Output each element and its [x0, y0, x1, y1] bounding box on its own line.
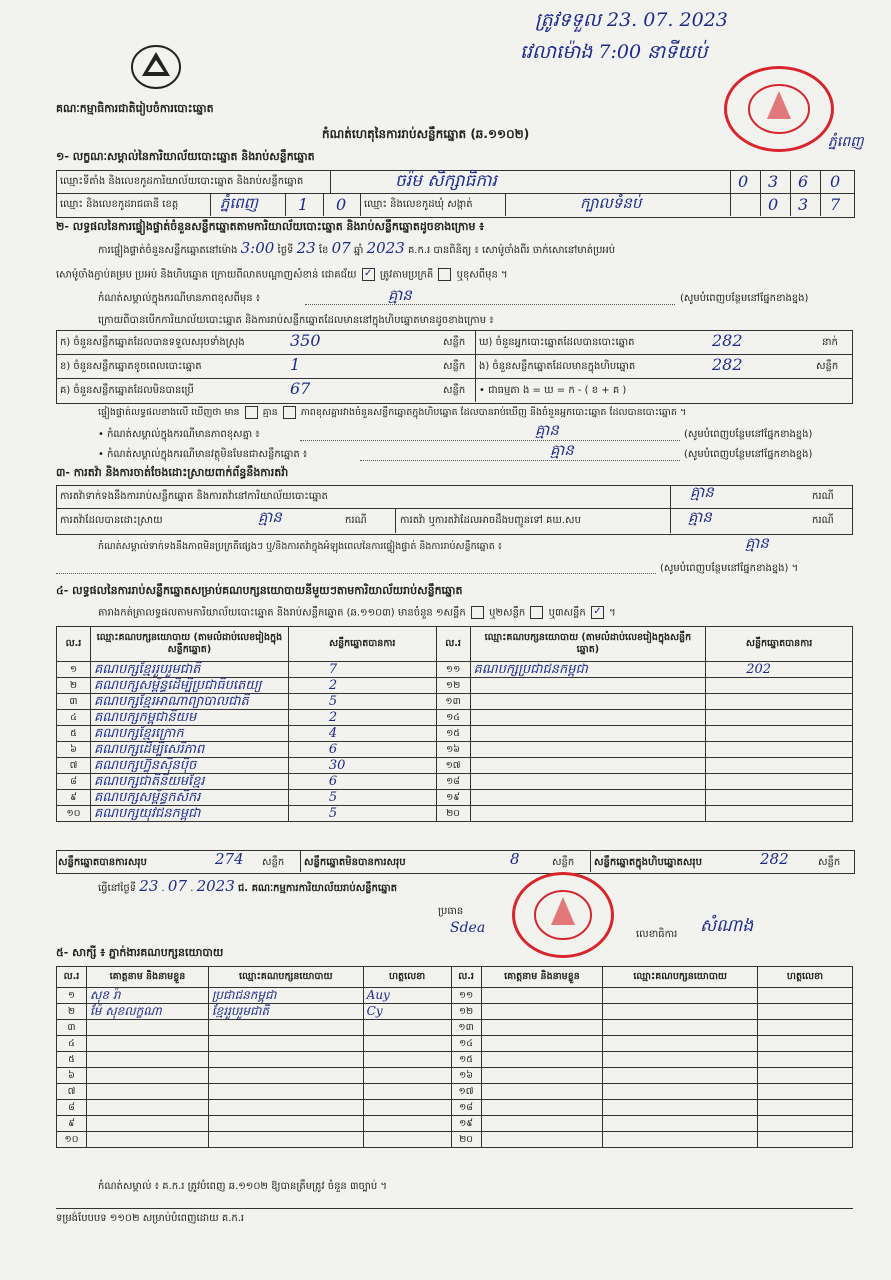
witness-no-right: ២០ [451, 1132, 481, 1148]
result-party: គណបក្សយុវជនកម្ពុជា [90, 806, 288, 822]
witness-party: ខ្មែររួបរួមជាតិ [208, 1004, 363, 1020]
total-invalid-unit: សន្លឹក [552, 857, 575, 868]
count-formula: • ជាធម្មតា ង = ឃ = ក - ( ខ + គ ) [479, 385, 627, 396]
result-votes-right [706, 774, 853, 790]
result-party-right [470, 758, 706, 774]
result-no-right: ១៤ [436, 710, 470, 726]
result-party-right [470, 806, 706, 822]
official-stamp [724, 66, 834, 152]
verify-time: 3:00 [240, 239, 275, 257]
result-party-right [470, 742, 706, 758]
result-row [57, 694, 853, 710]
count-d-unit: នាក់ [822, 337, 838, 348]
section3-title: ៣- ការតវ៉ា និងការចាត់ចែងដោះស្រាយពាក់ព័ន្ធនឹងការតវ៉ា [56, 466, 289, 479]
form-footer: ទម្រង់បែបបទ ១១០២ សម្រាប់បំពេញដោយ គ.ក.រ [56, 1213, 245, 1224]
witness-party [208, 1084, 363, 1100]
handwritten-side: ភ្នំពេញ [828, 134, 864, 150]
org-name: គណៈកម្មាធិការជាតិរៀបចំការបោះឆ្នោត [56, 102, 214, 115]
col-party: ឈ្មោះគណបក្សនយោបាយ (តាមលំដាប់លេខរៀងក្នុងសន្លឹកឆ្នោត) [90, 627, 288, 662]
result-party: គណបក្សសម្ព័ន្ធដើម្បីប្រជាធិបតេយ្យ [90, 678, 288, 694]
complaint-row2b-unit: ករណី [812, 515, 834, 526]
result-no: ៥ [57, 726, 91, 742]
witness-party: ប្រជាជនកម្ពុជា [208, 988, 363, 1004]
witness-party-right [603, 988, 758, 1004]
witness-no-right: ១២ [451, 1004, 481, 1020]
result-no-right: ១៩ [436, 790, 470, 806]
result-votes-right [706, 710, 853, 726]
witness-no-right: ១៦ [451, 1068, 481, 1084]
date-year: 2023 [196, 877, 235, 895]
witness-no-right: ១៤ [451, 1036, 481, 1052]
witness-name-right [481, 1132, 603, 1148]
witness-no-right: ១១ [451, 988, 481, 1004]
count-e-label: ង) ចំនួនសន្លឹកឆ្នោតដែលមានក្នុងហិបឆ្នោត [479, 361, 636, 372]
result-votes-right [706, 678, 853, 694]
count-d-value: 282 [712, 331, 743, 350]
count-a-unit: សន្លឹក [443, 337, 466, 348]
province-label: ឈ្មោះ និងលេខកូដរាជធានី ខេត្ត [60, 199, 179, 210]
count-a-label: ក) ចំនួនសន្លឹកឆ្នោតដែលបានទទួលសរុបទាំងស្រុង [60, 337, 245, 348]
result-row [57, 710, 853, 726]
irregularity-hint: (សូមបំពេញបន្ថែមនៅផ្នែកខាងខ្នង) ។ [660, 563, 799, 574]
count-e-unit: សន្លឹក [816, 361, 839, 372]
complaint-row2b-value: គ្មាន [688, 508, 712, 526]
witness-sign: Cy [363, 1004, 451, 1020]
date-month: 07 [167, 877, 188, 895]
commune-code-1: 0 [768, 195, 779, 214]
total-valid-value: 274 [215, 850, 244, 868]
location-value: ចរ៉ម សិក្សាធិការ [395, 171, 497, 191]
w-col-name-right: គោត្តនាម និងនាមខ្លួន [481, 967, 603, 988]
witness-name [86, 1116, 208, 1132]
witness-name [86, 1068, 208, 1084]
witness-no: ៧ [57, 1084, 87, 1100]
result-row [57, 678, 853, 694]
witness-sign [363, 1132, 451, 1148]
witness-no: ៥ [57, 1052, 87, 1068]
diff-note-value: គ្មាន [388, 286, 412, 304]
count-intro: ក្រោយពីបានបើកការិយាល័យបោះឆ្នោត និងការរាប់សន្លឹកឆ្នោតដែលមាននៅក្នុងហិបឆ្នោតមានដូចខាងក្រោម ៖ [98, 315, 494, 326]
witness-sign-right [758, 1084, 853, 1100]
result-votes-right [706, 758, 853, 774]
result-party: គណបក្សខ្មែរអាណាព្យាបាលជាតិ [90, 694, 288, 710]
result-no-right: ២០ [436, 806, 470, 822]
w-col-sign-right: ហត្ថលេខា [758, 967, 853, 988]
complaint-row2b-label: ការតវ៉ា ឬការតវ៉ាដែលអាចដឹងបញ្ជូនទៅ គឃ.សប [400, 515, 581, 526]
has-diff-checkbox[interactable] [245, 406, 258, 419]
tally-sheet-line: តារាងកត់ត្រាលទ្ធផលតាមការិយាល័យបោះឆ្នោត និងរាប់សន្លឹកឆ្នោត (ឆ.១១០៣) មានចំនួន ១សន្លឹក ឬ២សន្លឹក ឬ៣សន្លឹក ✓ ។ [98, 606, 616, 619]
witness-no-right: ១៥ [451, 1052, 481, 1068]
witness-row [57, 1116, 853, 1132]
results-table [56, 626, 853, 822]
total-box-unit: សន្លឹក [818, 857, 841, 868]
result-votes: 4 [288, 726, 436, 742]
witness-party-right [603, 1116, 758, 1132]
form-title: កំណត់ហេតុនៃការរាប់សន្លឹកឆ្នោត (ឆ.១១០២) [322, 127, 530, 141]
result-no-right: ១១ [436, 662, 470, 678]
result-row [57, 758, 853, 774]
w-col-name: គោត្តនាម និងនាមខ្លួន [86, 967, 208, 988]
result-row [57, 662, 853, 678]
seal-check-text: សោម៉ូចាំងភ្ជាប់គម្រប ប្រអប់ និងហិបឆ្នោត ក្រោយពីលាតបណ្ដាញសំខាន់ ជោគជ័យ ✓ ត្រូវតាមប្រក្រតី ឬខុសពីមុន ។ [56, 268, 508, 281]
result-party: គណបក្សជាតិនិយមខ្មែរ [90, 774, 288, 790]
result-no-right: ១២ [436, 678, 470, 694]
witness-name-right [481, 1068, 603, 1084]
total-box-value: 282 [760, 850, 789, 868]
result-no: ៧ [57, 758, 91, 774]
total-invalid-label: សន្លឹកឆ្នោតមិនបានការសរុប [304, 857, 406, 868]
witness-no-right: ១៩ [451, 1116, 481, 1132]
result-no-right: ១៧ [436, 758, 470, 774]
result-row [57, 774, 853, 790]
result-party: គណបក្សខ្មែររួបរួមជាតិ [90, 662, 288, 678]
result-party-right: គណបក្សប្រជាជនកម្ពុជា [470, 662, 706, 678]
result-votes-right: 202 [706, 662, 853, 678]
witness-party-right [603, 1132, 758, 1148]
bullet1-label: • កំណត់សម្គាល់ក្នុងករណីមានភាពខុសគ្នា ៖ [98, 429, 260, 440]
witness-row [57, 1100, 853, 1116]
witness-sign-right [758, 988, 853, 1004]
bullet2-hint: (សូមបំពេញបន្ថែមនៅផ្នែកខាងខ្នង) [684, 449, 813, 460]
verify-year: 2023 [366, 239, 405, 257]
result-party: គណបក្សដើម្បីសេរីភាព [90, 742, 288, 758]
result-votes: 5 [288, 790, 436, 806]
count-b-value: 1 [290, 355, 301, 374]
w-col-sign: ហត្ថលេខា [363, 967, 451, 988]
bullet1-hint: (សូមបំពេញបន្ថែមនៅផ្នែកខាងខ្នង) [684, 429, 813, 440]
witness-sign: Auy [363, 988, 451, 1004]
result-votes: 2 [288, 678, 436, 694]
result-votes-right [706, 790, 853, 806]
witness-party-right [603, 1052, 758, 1068]
witness-sign-right [758, 1132, 853, 1148]
result-no: ៦ [57, 742, 91, 758]
witness-name: សុខ រ៉ា [86, 988, 208, 1004]
witness-party-right [603, 1100, 758, 1116]
witness-sign-right [758, 1036, 853, 1052]
result-party-right [470, 678, 706, 694]
section5-title: ៥- សាក្សី ៖ ភ្នាក់ងារគណបក្សនយោបាយ [56, 946, 224, 959]
emblem-icon [128, 42, 184, 92]
secretary-name: សំណាង [700, 916, 754, 936]
witness-no: ៤ [57, 1036, 87, 1052]
bullet2-label: • កំណត់សម្គាល់ក្នុងករណីមានវត្ថុមិនមែនជាសន្លឹកឆ្នោត ៖ [98, 449, 308, 460]
witness-party [208, 1132, 363, 1148]
secretary-label: លេខាធិការ [636, 929, 678, 940]
count-b-unit: សន្លឹក [443, 361, 466, 372]
result-row [57, 726, 853, 742]
chair-signature: Sdea [450, 920, 486, 936]
col-party-right: ឈ្មោះគណបក្សនយោបាយ (តាមលំដាប់លេខរៀងក្នុងសន្លឹកឆ្នោត) [470, 627, 706, 662]
w-col-party: ឈ្មោះគណបក្សនយោបាយ [208, 967, 363, 988]
committee-stamp [512, 872, 614, 958]
result-party-right [470, 694, 706, 710]
result-row [57, 806, 853, 822]
witness-row [57, 1052, 853, 1068]
commune-label: ឈ្មោះ និងលេខកូដឃុំ សង្កាត់ [364, 199, 473, 210]
witness-name [86, 1020, 208, 1036]
count-a-value: 350 [290, 331, 321, 350]
result-votes: 6 [288, 774, 436, 790]
witness-sign-right [758, 1116, 853, 1132]
w-col-no-right: ល.រ [451, 967, 481, 988]
location-label: ឈ្មោះទីតាំង និងលេខកូដការិយាល័យបោះឆ្នោត និងរាប់សន្លឹកឆ្នោត [60, 176, 304, 187]
complaint-row2a-label: ការតវ៉ាដែលបានដោះស្រាយ [60, 515, 163, 526]
result-votes-right [706, 726, 853, 742]
sheet1-checkbox[interactable] [471, 606, 484, 619]
verify-month: 07 [331, 239, 351, 257]
result-votes: 5 [288, 694, 436, 710]
witness-sign [363, 1116, 451, 1132]
total-valid-unit: សន្លឹក [262, 857, 285, 868]
witness-row [57, 988, 853, 1004]
witness-no-right: ១៣ [451, 1020, 481, 1036]
result-no: ១ [57, 662, 91, 678]
abnormal-checkbox[interactable] [438, 268, 451, 281]
result-party-right [470, 774, 706, 790]
commune-code-3: 7 [830, 195, 841, 214]
date-day: 23 [139, 877, 159, 895]
result-party: គណបក្សកម្ពុជានិយម [90, 710, 288, 726]
section1-title: ១- លក្ខណៈសម្គាល់នៃការិយាល័យបោះឆ្នោត និងរាប់សន្លឹកឆ្នោត [56, 150, 315, 163]
commune-value: ក្បាលទំនប់ [580, 194, 642, 212]
location-code-1: 0 [738, 172, 749, 191]
witness-sign-right [758, 1068, 853, 1084]
section2-title: ២- លទ្ធផលនៃការផ្ទៀងផ្ទាត់ចំនួនសន្លឹកឆ្នោតតាមការិយាល័យបោះឆ្នោត និងរាប់សន្លឹកឆ្នោតដូចខាងក្រោម ៖ [56, 220, 485, 233]
handwritten-time: វេលាម៉ោង 7:00 នាទីយប់ [520, 41, 708, 63]
witness-row [57, 1132, 853, 1148]
diff-note-label: កំណត់សម្គាល់ក្នុងករណីមានភាពខុសពីមុន ៖ [98, 293, 261, 304]
witness-row [57, 1084, 853, 1100]
sheet3-checkbox[interactable]: ✓ [591, 606, 604, 619]
witness-table [56, 966, 853, 1148]
witness-party-right [603, 1036, 758, 1052]
result-votes: 2 [288, 710, 436, 726]
result-no: ១០ [57, 806, 91, 822]
result-votes-right [706, 742, 853, 758]
result-no-right: ១៣ [436, 694, 470, 710]
result-party-right [470, 726, 706, 742]
witness-name [86, 1084, 208, 1100]
witness-no: ១ [57, 988, 87, 1004]
witness-sign [363, 1036, 451, 1052]
commune-code-2: 3 [798, 195, 809, 214]
total-invalid-value: 8 [510, 850, 520, 868]
witness-party-right [603, 1004, 758, 1020]
result-party-right [470, 790, 706, 806]
province-code-2: 0 [336, 195, 347, 214]
results-header [57, 627, 853, 662]
result-no: ៤ [57, 710, 91, 726]
witness-row [57, 1068, 853, 1084]
witness-name-right [481, 1036, 603, 1052]
complaint-row1-value: គ្មាន [690, 483, 714, 501]
witness-row [57, 1036, 853, 1052]
witness-name [86, 1052, 208, 1068]
result-no-right: ១៨ [436, 774, 470, 790]
result-votes-right [706, 806, 853, 822]
witness-name-right [481, 1100, 603, 1116]
witness-name-right [481, 1116, 603, 1132]
witness-name: ម៉ែ សុខលក្ខណា [86, 1004, 208, 1020]
w-col-party-right: ឈ្មោះគណបក្សនយោបាយ [603, 967, 758, 988]
witness-sign [363, 1020, 451, 1036]
col-no-right: ល.រ [436, 627, 470, 662]
complaint-row2a-value: គ្មាន [258, 508, 282, 526]
witness-no-right: ១៨ [451, 1100, 481, 1116]
witness-sign-right [758, 1020, 853, 1036]
result-party: គណបក្សខ្មែរក្រោក [90, 726, 288, 742]
witness-sign [363, 1052, 451, 1068]
witness-sign-right [758, 1052, 853, 1068]
witness-name-right [481, 1020, 603, 1036]
witness-name-right [481, 1052, 603, 1068]
witness-sign-right [758, 1100, 853, 1116]
witness-party [208, 1036, 363, 1052]
section4-title: ៤- លទ្ធផលនៃការរាប់សន្លឹកឆ្នោតសម្រាប់គណបក្សនយោបាយនីមួយៗតាមការិយាល័យរាប់សន្លឹកឆ្នោត [56, 584, 463, 597]
location-code-2: 3 [768, 172, 779, 191]
no-diff-checkbox[interactable] [283, 406, 296, 419]
total-valid-label: សន្លឹកឆ្នោតបានការសរុប [58, 857, 147, 868]
location-code-3: 6 [798, 172, 809, 191]
bullet1-value: គ្មាន [535, 421, 559, 439]
witness-party-right [603, 1068, 758, 1084]
result-votes: 5 [288, 806, 436, 822]
witness-sign-right [758, 1004, 853, 1020]
verify-day: 23 [296, 239, 316, 257]
witness-row [57, 1004, 853, 1020]
irregularity-note-label: កំណត់សម្គាល់ទាក់ទងនឹងភាពមិនប្រក្រតីផ្សេងៗ ឬ/និងការតវ៉ាក្នុងអំឡុងពេលនៃការផ្ទៀងផ្ទាត់ និងការរាប់សន្លឹកឆ្នោត ៖ [98, 541, 502, 552]
result-votes: 30 [288, 758, 436, 774]
count-b-label: ខ) ចំនួនសន្លឹកឆ្នោតខូចពេលបោះឆ្នោត [60, 361, 202, 372]
witness-no: ១០ [57, 1132, 87, 1148]
diff-check-line: ផ្ទៀងផ្ទាត់លទ្ធផលខាងលើ ឃើញថា មាន គ្មាន ភាពខុសគ្នារវាងចំនួនសន្លឹកឆ្នោតក្នុងហិបឆ្នោត ដែលបានរាប់ឃើញ និងចំនួនអ្នកបោះឆ្នោត ដែលបានបោះឆ្នោត ។ [98, 407, 687, 418]
normal-checkbox[interactable]: ✓ [362, 268, 375, 281]
totals-row [56, 850, 855, 874]
irregularity-note-value: គ្មាន [745, 534, 769, 552]
witness-party [208, 1116, 363, 1132]
province-code-1: 1 [298, 195, 309, 214]
result-no: ៣ [57, 694, 91, 710]
witness-party [208, 1052, 363, 1068]
witness-no: ៩ [57, 1116, 87, 1132]
footnote: កំណត់សម្គាល់ ៖ គ.ក.រ ត្រូវបំពេញ ឆ.១១០២ ឱ្យបានត្រឹមត្រូវ ចំនួន ៣ច្បាប់ ។ [98, 1181, 387, 1192]
location-code-4: 0 [830, 172, 841, 191]
witness-no-right: ១៧ [451, 1084, 481, 1100]
count-e-value: 282 [712, 355, 743, 374]
count-c-label: គ) ចំនួនសន្លឹកឆ្នោតដែលមិនបានប្រើ [60, 385, 194, 396]
witness-sign [363, 1100, 451, 1116]
witness-row [57, 1020, 853, 1036]
result-row [57, 742, 853, 758]
col-votes-right: សន្លឹកឆ្នោតបានការ [706, 627, 853, 662]
total-box-label: សន្លឹកឆ្នោតក្នុងហិបឆ្នោតសរុប [594, 857, 702, 868]
complaint-row1-unit: ករណី [812, 491, 834, 502]
result-no: ៩ [57, 790, 91, 806]
result-no-right: ១៥ [436, 726, 470, 742]
fill-hint: (សូមបំពេញបន្ថែមនៅផ្នែកខាងខ្នង) [680, 293, 809, 304]
handwritten-received: ត្រូវទទួល 23. 07. 2023 [535, 9, 728, 31]
witness-name-right [481, 1004, 603, 1020]
result-row [57, 790, 853, 806]
witness-name [86, 1036, 208, 1052]
result-votes-right [706, 694, 853, 710]
witness-name [86, 1100, 208, 1116]
witness-party-right [603, 1020, 758, 1036]
result-party-right [470, 710, 706, 726]
complaint-row1-label: ការតវ៉ាទាក់ទងនឹងការរាប់សន្លឹកឆ្នោត និងការតវ៉ានៅការិយាល័យបោះឆ្នោត [60, 491, 328, 502]
witness-party [208, 1068, 363, 1084]
date-line: ធ្វើនៅថ្ងៃទី 23 . 07 . 2023 ជ. គណៈកម្មការការិយាល័យរាប់សន្លឹកឆ្នោត [98, 877, 397, 895]
witness-no: ៦ [57, 1068, 87, 1084]
verify-time-text: ការផ្ទៀងផ្ទាត់ចំនួនសន្លឹកឆ្នោតនៅម៉ោង 3:00 ថ្ងៃទី 23 ខែ 07 ឆ្នាំ 2023 គ.ក.រ បានពិនិត្យ ៖ សោម៉ូចាំងពីរ ចាក់សោនៅមាត់ប្រអប់ [98, 239, 616, 257]
witness-name-right [481, 988, 603, 1004]
sheet2-checkbox[interactable] [530, 606, 543, 619]
result-votes: 6 [288, 742, 436, 758]
witness-name [86, 1132, 208, 1148]
witness-party [208, 1020, 363, 1036]
result-no-right: ១៦ [436, 742, 470, 758]
col-no: ល.រ [57, 627, 91, 662]
count-c-unit: សន្លឹក [443, 385, 466, 396]
witness-sign [363, 1084, 451, 1100]
witness-sign [363, 1068, 451, 1084]
col-votes: សន្លឹកឆ្នោតបានការ [288, 627, 436, 662]
chair-label: ប្រធាន [438, 906, 464, 917]
complaint-row2a-unit: ករណី [345, 515, 367, 526]
bullet2-value: គ្មាន [550, 441, 574, 459]
count-d-label: ឃ) ចំនួនអ្នកបោះឆ្នោតដែលបានបោះឆ្នោត [479, 337, 635, 348]
witness-party-right [603, 1084, 758, 1100]
result-no: ២ [57, 678, 91, 694]
w-col-no: ល.រ [57, 967, 87, 988]
province-value: ភ្នំពេញ [220, 194, 259, 212]
count-c-value: 67 [290, 379, 311, 398]
result-votes: 7 [288, 662, 436, 678]
result-no: ៨ [57, 774, 91, 790]
witness-no: ៨ [57, 1100, 87, 1116]
result-party: គណបក្សហ៊្វុនស៊ិនប៉ិច [90, 758, 288, 774]
result-party: គណបក្សសម្ព័ន្ធកសិករ [90, 790, 288, 806]
witness-no: ២ [57, 1004, 87, 1020]
witness-no: ៣ [57, 1020, 87, 1036]
witness-party [208, 1100, 363, 1116]
witness-name-right [481, 1084, 603, 1100]
witness-header [57, 967, 853, 988]
